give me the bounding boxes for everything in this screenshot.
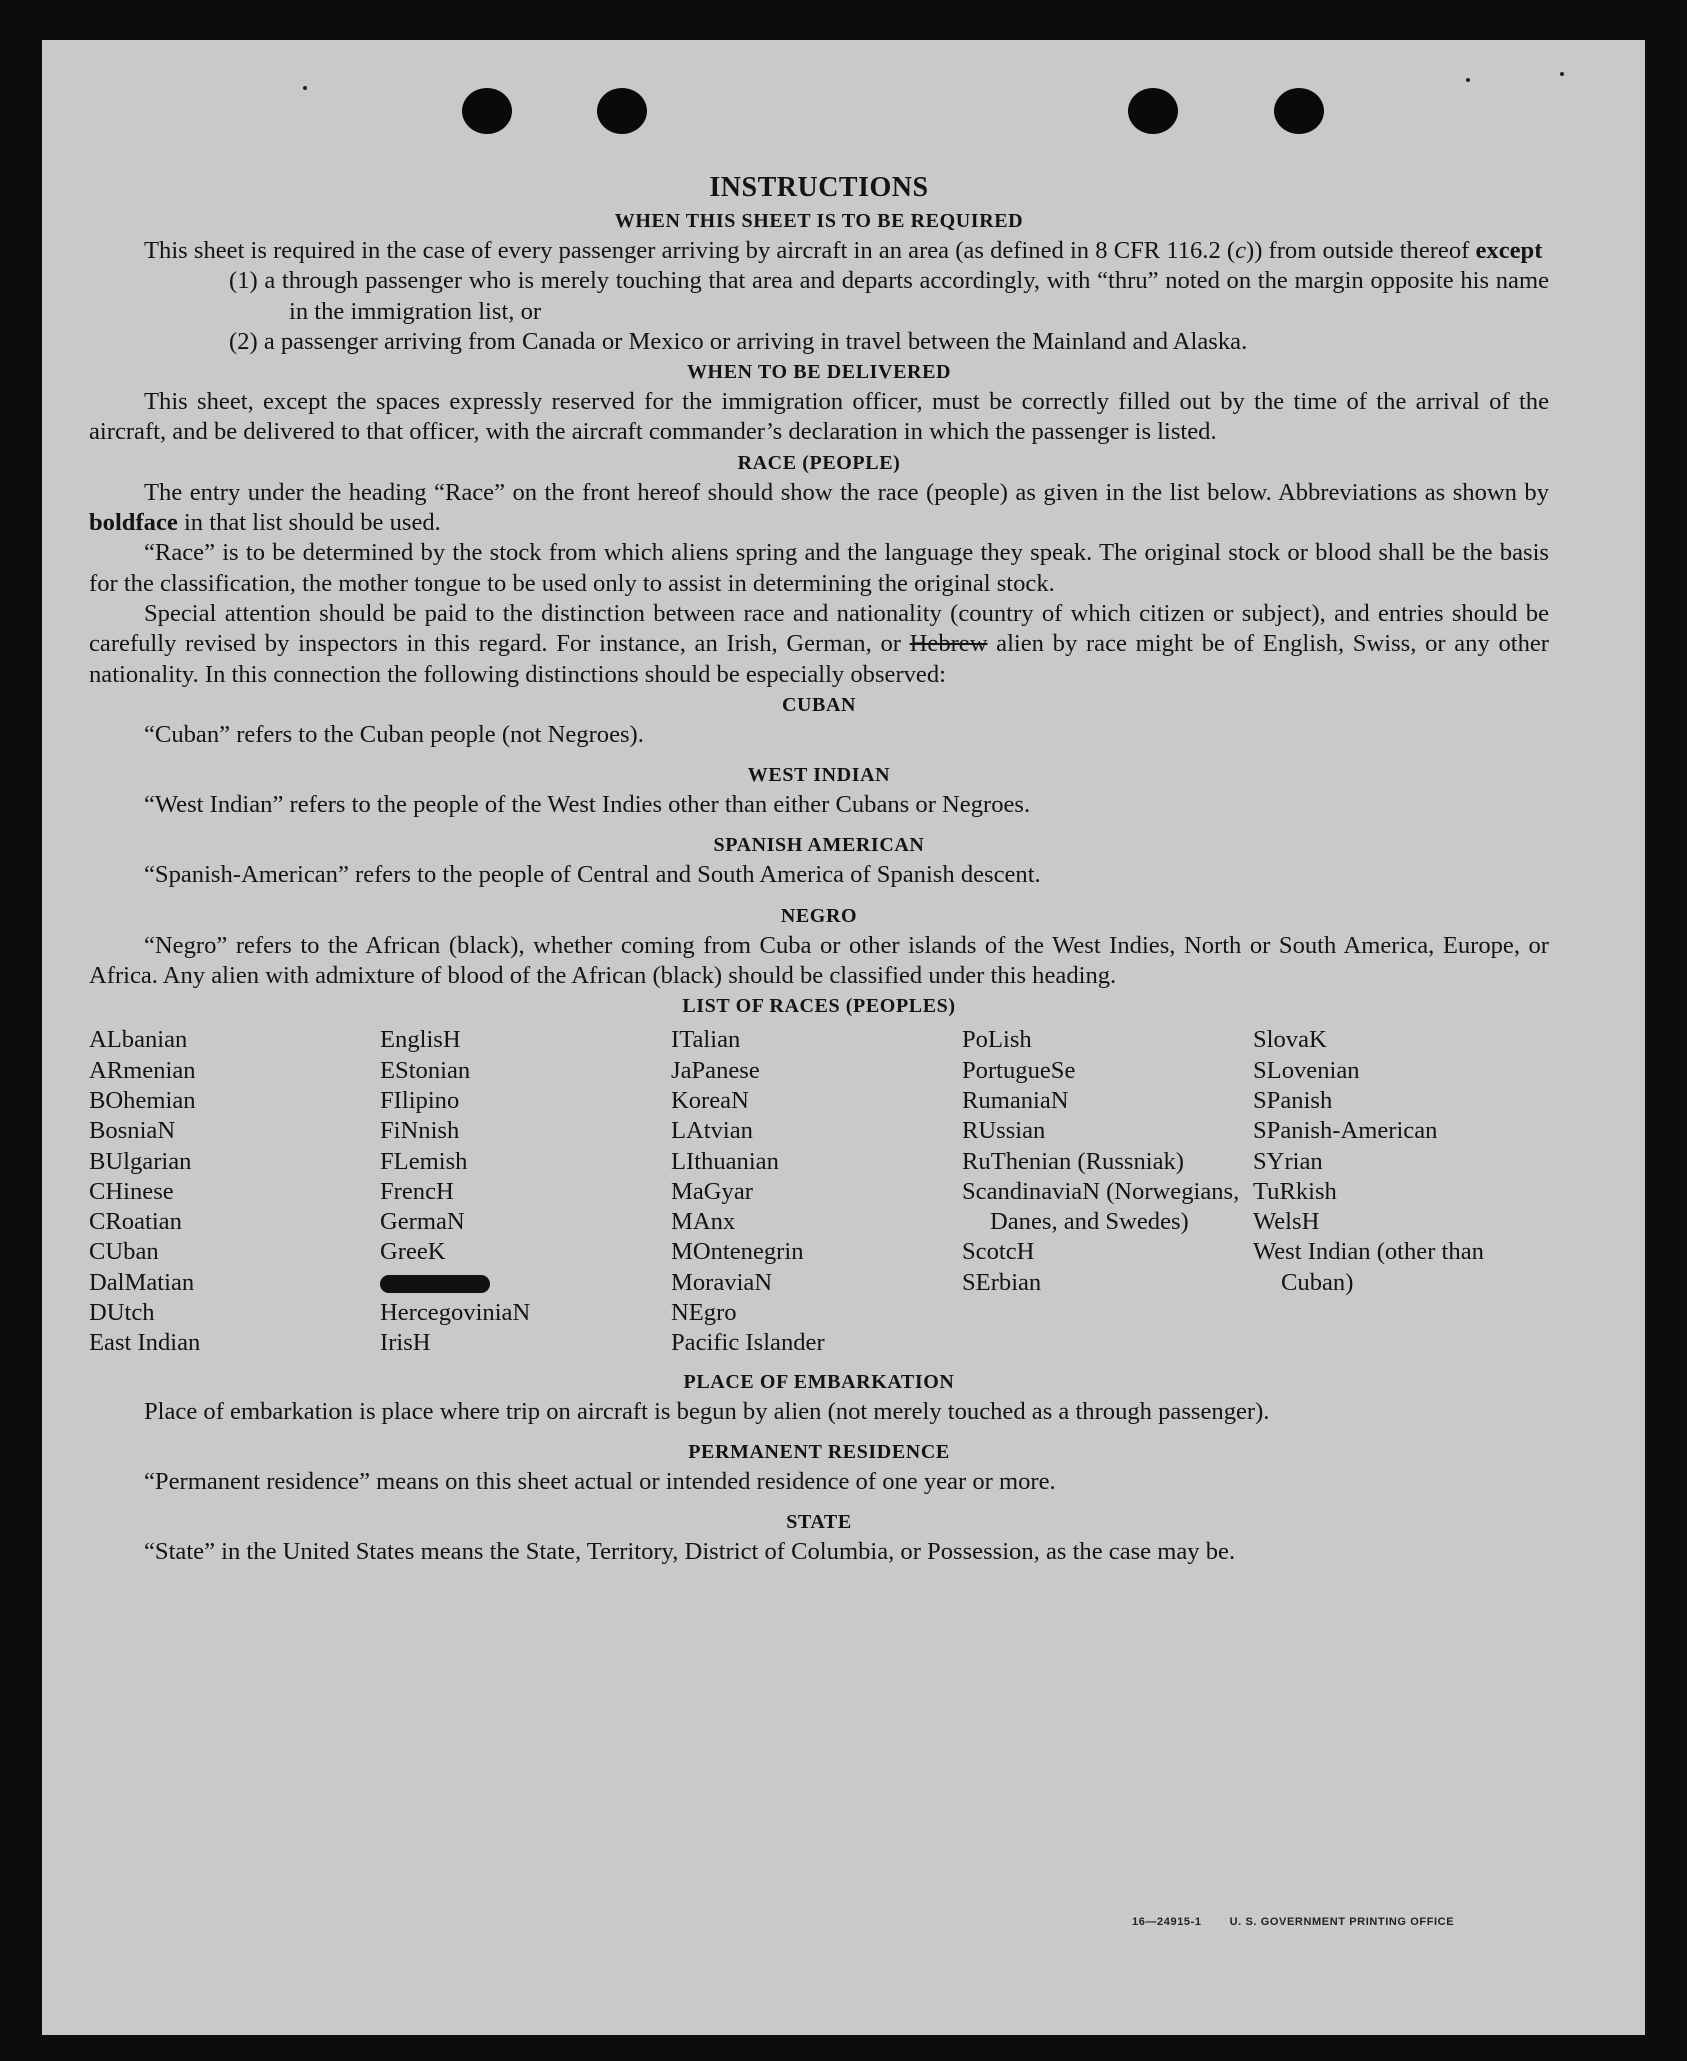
race-item: GreeK (380, 1238, 446, 1266)
document-sheet (42, 40, 1645, 2035)
race-item: NEgro (671, 1299, 737, 1327)
heading-cuban: CUBAN (781, 693, 857, 716)
paragraph-permanent-residence: “Permanent residence” means on this sheet actual or intended residence of one year or more. (144, 1467, 1056, 1495)
race-item: BosniaN (89, 1117, 176, 1145)
paragraph-when-delivered: This sheet, except the spaces expressly reserved for the immigration officer, must be correctly filled out by the time of the arrival of the aircraft, and be delivered to that officer, with the aircraft commander’s declaration in which the passenger is listed. (89, 388, 1549, 446)
race-item: DUtch (89, 1299, 155, 1327)
race-item: SYrian (1253, 1147, 1323, 1175)
struck-word: Hebrew (909, 630, 988, 658)
race-item: HercegoviniaN (380, 1299, 531, 1327)
exception-item-1: (1) a through passenger who is merely touching that area and departs accordingly, with “thru” noted on the margin opposite his name in the immigration list, or (229, 267, 1549, 325)
heading-west-indian: WEST INDIAN (747, 764, 891, 787)
paragraph-embarkation: Place of embarkation is place where trip on aircraft is begun by alien (not merely touched as a through passenger). (144, 1397, 1270, 1425)
race-item: ScotcH (962, 1238, 1035, 1266)
race-item: FIlipino (380, 1086, 460, 1114)
race-item: EnglisH (380, 1026, 461, 1054)
race-item: PortugueSe (962, 1056, 1076, 1084)
race-item: CHinese (89, 1177, 174, 1205)
race-item: KoreaN (671, 1086, 749, 1114)
race-item: TuRkish (1253, 1177, 1337, 1205)
race-item: RUssian (962, 1117, 1046, 1145)
heading-embarkation: PLACE OF EMBARKATION (683, 1370, 955, 1393)
heading-race: RACE (PEOPLE) (737, 451, 901, 474)
punch-hole (1274, 88, 1324, 134)
race-column-3 (671, 1025, 962, 1358)
race-item: WelsH (1253, 1208, 1320, 1236)
race-item: SErbian (962, 1268, 1042, 1296)
race-item: BOhemian (89, 1086, 196, 1114)
page-title: INSTRUCTIONS (709, 172, 929, 203)
race-item: SlovaK (1253, 1026, 1327, 1054)
race-item: ITalian (671, 1026, 741, 1054)
punch-hole (597, 88, 647, 134)
paragraph-cuban: “Cuban” refers to the Cuban people (not Negroes). (144, 720, 644, 748)
race-item: Pacific Islander (671, 1329, 825, 1357)
race-column-2 (380, 1025, 671, 1358)
race-item: FLemish (380, 1147, 468, 1175)
punch-hole (1128, 88, 1178, 134)
race-item: MoraviaN (671, 1268, 773, 1296)
paragraph-race-1: The entry under the heading “Race” on the front hereof should show the race (people) as given in the list below. Abbreviations as shown by boldface in that list should be used. (89, 478, 1549, 537)
race-item: SPanish-American (1253, 1117, 1438, 1145)
speck (1560, 72, 1564, 76)
punch-hole (462, 88, 512, 134)
paragraph-west-indian: “West Indian” refers to the people of the West Indies other than either Cubans or Negroes. (144, 791, 1031, 819)
print-footer (1132, 1916, 1482, 1928)
race-item: West Indian (other than Cuban) (1253, 1238, 1484, 1296)
heading-spanish-american: SPANISH AMERICAN (713, 834, 925, 857)
race-list (89, 1025, 1549, 1358)
race-item: RuThenian (Russniak) (962, 1147, 1184, 1175)
speck (1466, 78, 1470, 82)
heading-state: STATE (786, 1511, 852, 1534)
race-column-4 (962, 1025, 1253, 1358)
race-item: PoLish (962, 1026, 1032, 1054)
race-item: RumaniaN (962, 1086, 1069, 1114)
race-item: CUban (89, 1238, 159, 1266)
race-item: LIthuanian (671, 1147, 779, 1175)
race-item: ALbanian (89, 1026, 188, 1054)
race-item: ARmenian (89, 1056, 196, 1084)
heading-list-of-races: LIST OF RACES (PEOPLES) (682, 995, 956, 1018)
race-item: SPanish (1253, 1086, 1333, 1114)
race-item: DalMatian (89, 1268, 195, 1296)
paragraph-negro: “Negro” refers to the African (black), whether coming from Cuba or other islands of the West Indies, North or South America, Europe, or Africa. Any alien with admixture of blood of the African (black) should be classified under this heading. (89, 931, 1549, 990)
redaction-mark (380, 1275, 490, 1293)
instructions-body (89, 170, 1549, 1568)
heading-permanent-residence: PERMANENT RESIDENCE (688, 1440, 950, 1463)
race-item: MAnx (671, 1208, 736, 1236)
race-column-1 (89, 1025, 380, 1358)
race-item: FrencH (380, 1177, 454, 1205)
race-item: SLovenian (1253, 1056, 1360, 1084)
paragraph-race-3: Special attention should be paid to the distinction between race and nationality (country of which citizen or subject), and entries should be carefully revised by inspectors in this regard. For instance, an Irish, German, or Hebrew alien by race might be of English, Swiss, or any other nationality. In this connection the following distinctions should be especially observed: (89, 599, 1550, 688)
paragraph-race-2: “Race” is to be determined by the stock from which aliens spring and the language they speak. The original stock or blood shall be the basis for the classification, the mother tongue to be used only to assist in determining the original stock. (89, 539, 1549, 597)
paragraph-spanish-american: “Spanish-American” refers to the people of Central and South America of Spanish descent. (144, 861, 1041, 889)
heading-when-delivered: WHEN TO BE DELIVERED (686, 361, 952, 384)
heading-when-required: WHEN THIS SHEET IS TO BE REQUIRED (614, 210, 1024, 232)
race-item: CRoatian (89, 1208, 182, 1236)
race-item: ScandinaviaN (Norwegians, Danes, and Swedes) (962, 1177, 1240, 1236)
paragraph-state: “State” in the United States means the State, Territory, District of Columbia, or Possession, as the case may be. (144, 1538, 1236, 1566)
race-item: LAtvian (671, 1117, 753, 1145)
race-item: East Indian (89, 1329, 201, 1357)
race-column-5 (1253, 1025, 1523, 1358)
exception-item-2: (2) a passenger arriving from Canada or Mexico or arriving in travel between the Mainland and Alaska. (229, 327, 1248, 355)
race-item: MOntenegrin (671, 1238, 804, 1266)
race-item: IrisH (380, 1329, 431, 1357)
race-item: GermaN (380, 1208, 465, 1236)
paragraph-when-required: This sheet is required in the case of every passenger arriving by aircraft in an area (as defined in 8 CFR 116.2 (c)) from outside thereof except (144, 237, 1543, 264)
race-item: MaGyar (671, 1177, 753, 1205)
speck (303, 86, 307, 90)
race-item-redacted (380, 1268, 671, 1298)
heading-negro: NEGRO (780, 904, 858, 927)
printer-name: U. S. GOVERNMENT PRINTING OFFICE (1229, 1916, 1455, 1928)
race-item: JaPanese (671, 1056, 760, 1084)
form-number: 16—24915-1 (1132, 1916, 1202, 1928)
race-item: BUlgarian (89, 1147, 192, 1175)
race-item: EStonian (380, 1056, 471, 1084)
race-item: FiNnish (380, 1117, 460, 1145)
